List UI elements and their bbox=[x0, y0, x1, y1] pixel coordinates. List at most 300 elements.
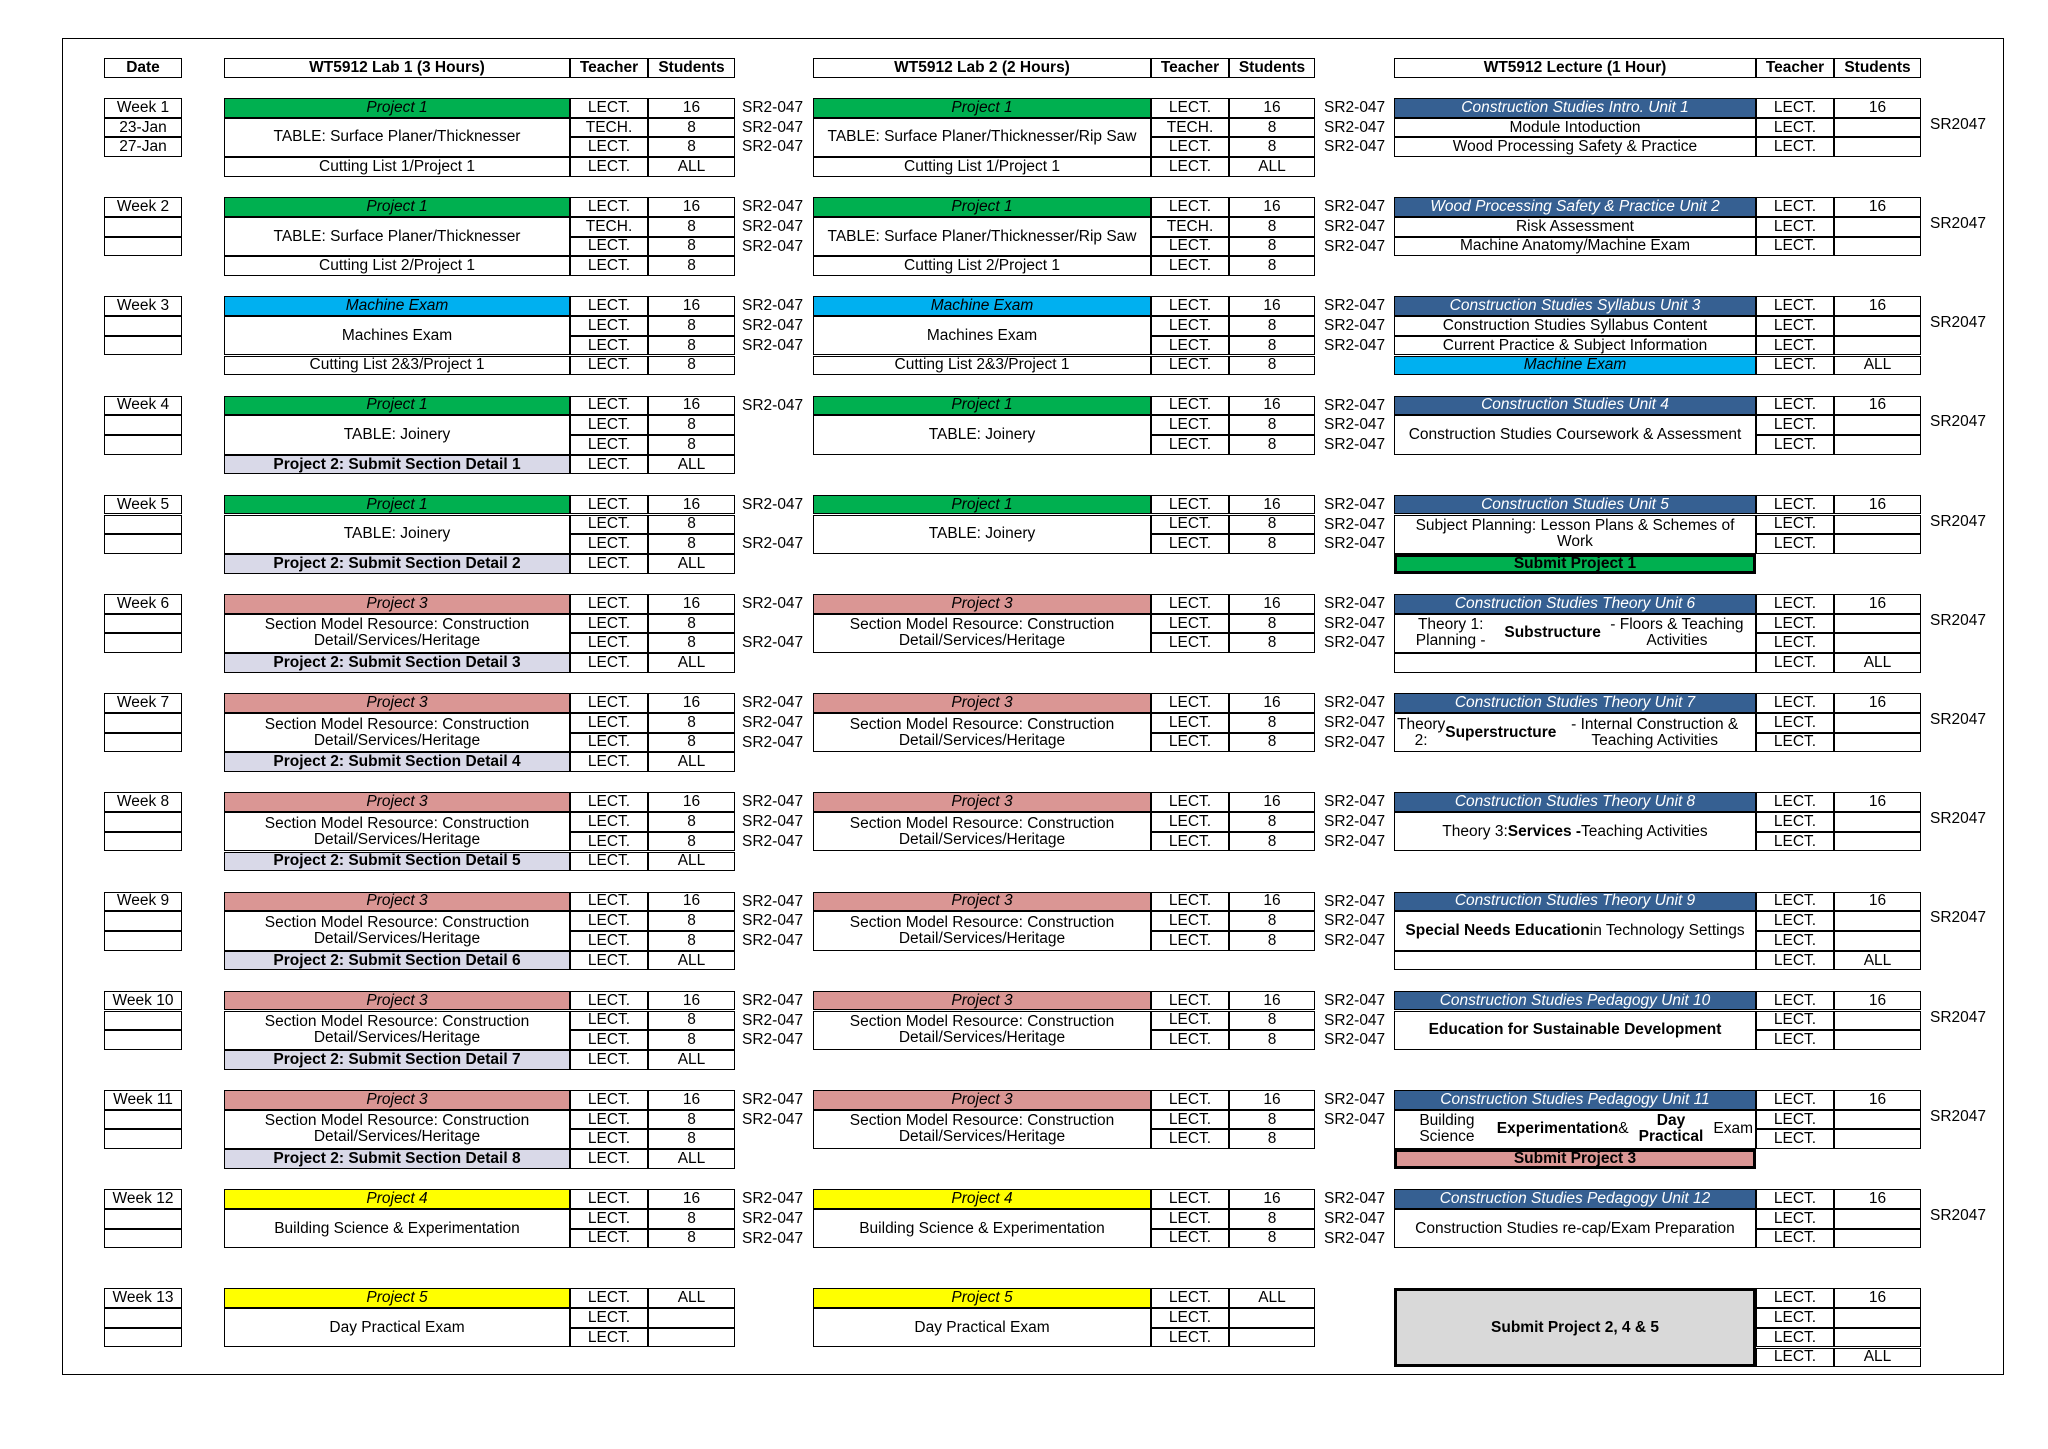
week-label: Week 5 bbox=[104, 495, 182, 515]
lab2-teacher-cell: LECT. bbox=[1151, 98, 1229, 118]
lecture-students-cell bbox=[1834, 911, 1921, 931]
lab2-students-cell: 8 bbox=[1229, 733, 1315, 753]
lab2-teacher-cell: LECT. bbox=[1151, 1189, 1229, 1209]
lab2-teacher-cell: LECT. bbox=[1151, 733, 1229, 753]
lab2-room: SR2-047 bbox=[1324, 1011, 1386, 1029]
lab1-teacher-cell: LECT. bbox=[570, 455, 648, 475]
lab1-room: SR2-047 bbox=[742, 932, 804, 949]
lab1-project-banner: Project 1 bbox=[224, 98, 570, 118]
lab2-students-cell bbox=[1229, 1308, 1315, 1328]
week-label: Week 6 bbox=[104, 594, 182, 614]
lab1-students-cell: 16 bbox=[648, 296, 735, 316]
lecture-students-cell bbox=[1834, 1308, 1921, 1328]
lecture-teacher-cell: LECT. bbox=[1756, 197, 1834, 217]
lab1-teacher-cell: LECT. bbox=[570, 415, 648, 435]
lab2-project-banner: Project 3 bbox=[813, 693, 1151, 713]
lecture-students-cell: 16 bbox=[1834, 197, 1921, 217]
lecture-row: Construction Studies Unit 4 bbox=[1394, 396, 1756, 416]
lab2-students-cell bbox=[1229, 1328, 1315, 1348]
lab1-students-cell: 8 bbox=[648, 633, 735, 653]
lecture-students-cell bbox=[1834, 1229, 1921, 1249]
lab2-teacher-cell: LECT. bbox=[1151, 137, 1229, 157]
lab1-students-cell: 8 bbox=[648, 931, 735, 951]
lab2-project-banner: Project 3 bbox=[813, 792, 1151, 812]
lab1-students-cell: 8 bbox=[648, 237, 735, 257]
lab1-teacher-cell: LECT. bbox=[570, 911, 648, 931]
lab1-room: SR2-047 bbox=[742, 118, 804, 136]
lab1-task: Project 2: Submit Section Detail 1 bbox=[224, 455, 570, 475]
lab1-project-banner: Project 3 bbox=[224, 892, 570, 912]
lecture-students-cell bbox=[1834, 931, 1921, 951]
lab2-room: SR2-047 bbox=[1324, 912, 1386, 930]
lab2-teacher-cell: LECT. bbox=[1151, 1129, 1229, 1149]
lecture-teacher-cell: LECT. bbox=[1756, 633, 1834, 653]
lab1-teacher-cell: LECT. bbox=[570, 495, 648, 515]
lecture-row: Construction Studies Syllabus Content bbox=[1394, 316, 1756, 336]
lab2-teacher-cell: LECT. bbox=[1151, 1011, 1229, 1031]
lab1-project-banner: Project 3 bbox=[224, 693, 570, 713]
lab2-room: SR2-047 bbox=[1324, 317, 1386, 335]
lecture-row: Construction Studies re-cap/Exam Preparation bbox=[1394, 1209, 1756, 1248]
lecture-row: Wood Processing Safety & Practice Unit 2 bbox=[1394, 197, 1756, 217]
lab1-activity: Building Science & Experimentation bbox=[224, 1209, 570, 1248]
lab1-activity: Section Model Resource: Construction Detail/Services/Heritage bbox=[224, 614, 570, 653]
lab2-room: SR2-047 bbox=[1324, 1110, 1386, 1128]
lab1-teacher-cell: LECT. bbox=[570, 515, 648, 535]
lab1-room: SR2-047 bbox=[742, 1229, 804, 1247]
lab1-students-cell: 16 bbox=[648, 693, 735, 713]
lecture-students-cell bbox=[1834, 1110, 1921, 1130]
lab2-teacher-cell: LECT. bbox=[1151, 931, 1229, 951]
lab2-students-cell: 8 bbox=[1229, 256, 1315, 276]
lab2-room: SR2-047 bbox=[1324, 297, 1386, 315]
lab1-teacher-cell: LECT. bbox=[570, 256, 648, 276]
lecture-row: Construction Studies Pedagogy Unit 10 bbox=[1394, 991, 1756, 1011]
lab1-teacher-cell: LECT. bbox=[570, 594, 648, 614]
lecture-teacher-cell: LECT. bbox=[1756, 1209, 1834, 1229]
lecture-students-cell: ALL bbox=[1834, 951, 1921, 971]
lab2-room: SR2-047 bbox=[1324, 396, 1386, 414]
lab1-students-cell: 8 bbox=[648, 415, 735, 435]
lab2-room: SR2-047 bbox=[1324, 118, 1386, 136]
lab2-students-cell: 16 bbox=[1229, 98, 1315, 118]
lab1-task: Project 2: Submit Section Detail 2 bbox=[224, 554, 570, 574]
lecture-row: Construction Studies Theory Unit 9 bbox=[1394, 892, 1756, 912]
lab1-students-cell: ALL bbox=[648, 1050, 735, 1070]
lab2-students-cell: 16 bbox=[1229, 296, 1315, 316]
header-lab2-teacher: Teacher bbox=[1151, 58, 1229, 78]
lab1-students-cell: 16 bbox=[648, 197, 735, 217]
lab1-room: SR2-047 bbox=[742, 991, 804, 1009]
lecture-row: Construction Studies Theory Unit 7 bbox=[1394, 693, 1756, 713]
lab1-teacher-cell: LECT. bbox=[570, 892, 648, 912]
lab2-teacher-cell: LECT. bbox=[1151, 256, 1229, 276]
lecture-teacher-cell: LECT. bbox=[1756, 911, 1834, 931]
header-lab2: WT5912 Lab 2 (2 Hours) bbox=[813, 58, 1151, 78]
lab1-teacher-cell: LECT. bbox=[570, 1189, 648, 1209]
lab1-teacher-cell: LECT. bbox=[570, 356, 648, 376]
date-cell: 27-Jan bbox=[104, 137, 182, 157]
lecture-row: Subject Planning: Lesson Plans & Schemes of Work bbox=[1394, 515, 1756, 554]
lab1-task: Cutting List 1/Project 1 bbox=[224, 157, 570, 177]
lab1-teacher-cell: LECT. bbox=[570, 534, 648, 554]
date-cell bbox=[104, 316, 182, 336]
lab1-teacher-cell: LECT. bbox=[570, 991, 648, 1011]
lab2-room: SR2-047 bbox=[1324, 634, 1386, 652]
lab1-students-cell: ALL bbox=[648, 1149, 735, 1169]
lecture-students-cell bbox=[1834, 1328, 1921, 1348]
lab2-teacher-cell: LECT. bbox=[1151, 614, 1229, 634]
lab2-students-cell: 16 bbox=[1229, 1189, 1315, 1209]
lab1-room: SR2-047 bbox=[742, 336, 804, 354]
lab2-students-cell: 8 bbox=[1229, 1209, 1315, 1229]
date-cell bbox=[104, 237, 182, 257]
lab1-teacher-cell: LECT. bbox=[570, 614, 648, 634]
lecture-room: SR2047 bbox=[1930, 115, 1987, 133]
lecture-room: SR2047 bbox=[1930, 909, 1987, 927]
lab1-students-cell: 8 bbox=[648, 1229, 735, 1249]
lab1-students-cell: ALL bbox=[648, 951, 735, 971]
lab1-teacher-cell: LECT. bbox=[570, 336, 648, 356]
lab2-room: SR2-047 bbox=[1324, 614, 1386, 632]
lecture-room: SR2047 bbox=[1930, 611, 1987, 629]
lecture-room: SR2047 bbox=[1930, 1206, 1987, 1224]
lab2-students-cell: 16 bbox=[1229, 792, 1315, 812]
lecture-students-cell bbox=[1834, 217, 1921, 237]
lab2-students-cell: 8 bbox=[1229, 614, 1315, 634]
lab2-project-banner: Project 3 bbox=[813, 991, 1151, 1011]
lab2-room: SR2-047 bbox=[1324, 595, 1386, 612]
lecture-teacher-cell: LECT. bbox=[1756, 713, 1834, 733]
lab1-teacher-cell: LECT. bbox=[570, 1229, 648, 1249]
lab1-room: SR2-047 bbox=[742, 1091, 804, 1108]
date-cell bbox=[104, 1209, 182, 1229]
lab1-project-banner: Project 1 bbox=[224, 197, 570, 217]
lab2-room: SR2-047 bbox=[1324, 416, 1386, 434]
lab2-students-cell: 8 bbox=[1229, 237, 1315, 257]
header-lecture-students: Students bbox=[1834, 58, 1921, 78]
week-label: Week 11 bbox=[104, 1090, 182, 1110]
lab1-teacher-cell: LECT. bbox=[570, 752, 648, 772]
lab2-students-cell: 16 bbox=[1229, 495, 1315, 515]
lecture-teacher-cell: LECT. bbox=[1756, 515, 1834, 535]
lab1-activity: TABLE: Surface Planer/Thicknesser bbox=[224, 118, 570, 157]
lecture-students-cell bbox=[1834, 534, 1921, 554]
lab2-teacher-cell: TECH. bbox=[1151, 118, 1229, 138]
lab1-room: SR2-047 bbox=[742, 694, 804, 712]
lab2-teacher-cell: LECT. bbox=[1151, 991, 1229, 1011]
lecture-teacher-cell: LECT. bbox=[1756, 693, 1834, 713]
lab2-students-cell: 8 bbox=[1229, 137, 1315, 157]
lab2-activity: TABLE: Joinery bbox=[813, 515, 1151, 554]
lab1-teacher-cell: LECT. bbox=[570, 157, 648, 177]
lab1-project-banner: Project 3 bbox=[224, 792, 570, 812]
lab1-room: SR2-047 bbox=[742, 892, 804, 910]
date-cell bbox=[104, 832, 182, 852]
lecture-row: Construction Studies Intro. Unit 1 bbox=[1394, 98, 1756, 118]
date-cell bbox=[104, 1030, 182, 1050]
lab2-room: SR2-047 bbox=[1324, 138, 1386, 156]
lab1-students-cell: ALL bbox=[648, 852, 735, 872]
lecture-students-cell bbox=[1834, 812, 1921, 832]
lab2-teacher-cell: LECT. bbox=[1151, 1288, 1229, 1308]
lab1-teacher-cell: LECT. bbox=[570, 1308, 648, 1328]
lab1-teacher-cell: LECT. bbox=[570, 98, 648, 118]
lab2-room: SR2-047 bbox=[1324, 1229, 1386, 1247]
lab2-teacher-cell: LECT. bbox=[1151, 792, 1229, 812]
lab2-activity: TABLE: Surface Planer/Thicknesser/Rip Saw bbox=[813, 118, 1151, 157]
week-label: Week 1 bbox=[104, 98, 182, 118]
lab1-students-cell bbox=[648, 1308, 735, 1328]
lab1-students-cell: 8 bbox=[648, 1110, 735, 1130]
lab2-activity: TABLE: Surface Planer/Thicknesser/Rip Saw bbox=[813, 217, 1151, 256]
lab2-students-cell: 16 bbox=[1229, 693, 1315, 713]
lecture-students-cell bbox=[1834, 336, 1921, 356]
lecture-room: SR2047 bbox=[1930, 214, 1987, 232]
lab1-teacher-cell: LECT. bbox=[570, 951, 648, 971]
lab2-students-cell: 8 bbox=[1229, 534, 1315, 554]
lab1-students-cell: 16 bbox=[648, 1189, 735, 1209]
lecture-students-cell bbox=[1834, 1209, 1921, 1229]
lecture-students-cell bbox=[1834, 415, 1921, 435]
lecture-row: Machine Anatomy/Machine Exam bbox=[1394, 237, 1756, 257]
week-label: Week 8 bbox=[104, 792, 182, 812]
lecture-students-cell bbox=[1834, 237, 1921, 257]
lab1-project-banner: Project 1 bbox=[224, 495, 570, 515]
lab1-students-cell: 16 bbox=[648, 396, 735, 416]
lecture-room: SR2047 bbox=[1930, 810, 1987, 828]
lab2-teacher-cell: LECT. bbox=[1151, 713, 1229, 733]
lab2-room: SR2-047 bbox=[1324, 1091, 1386, 1108]
lab1-students-cell: ALL bbox=[648, 157, 735, 177]
lab1-students-cell: 16 bbox=[648, 792, 735, 812]
lab1-room: SR2-047 bbox=[742, 1110, 804, 1128]
lecture-teacher-cell: LECT. bbox=[1756, 495, 1834, 515]
lecture-students-cell: 16 bbox=[1834, 991, 1921, 1011]
lecture-students-cell: 16 bbox=[1834, 892, 1921, 912]
lab1-activity: Section Model Resource: Construction Detail/Services/Heritage bbox=[224, 713, 570, 752]
lab2-students-cell: 8 bbox=[1229, 1229, 1315, 1249]
lab2-teacher-cell: LECT. bbox=[1151, 157, 1229, 177]
lab2-activity: TABLE: Joinery bbox=[813, 415, 1151, 454]
lecture-teacher-cell: LECT. bbox=[1756, 1348, 1834, 1368]
lab1-task: Project 2: Submit Section Detail 6 bbox=[224, 951, 570, 971]
lab1-room: SR2-047 bbox=[742, 535, 804, 553]
lab2-project-banner: Project 1 bbox=[813, 396, 1151, 416]
date-cell bbox=[104, 614, 182, 634]
lecture-teacher-cell: LECT. bbox=[1756, 217, 1834, 237]
lecture-room: SR2047 bbox=[1930, 710, 1987, 728]
week-label: Week 4 bbox=[104, 396, 182, 416]
lab1-students-cell: 16 bbox=[648, 1090, 735, 1110]
lab1-activity: TABLE: Surface Planer/Thicknesser bbox=[224, 217, 570, 256]
lecture-row: Education for Sustainable Development bbox=[1394, 1011, 1756, 1050]
lab1-project-banner: Project 3 bbox=[224, 991, 570, 1011]
lab2-activity: Section Model Resource: Construction Detail/Services/Heritage bbox=[813, 812, 1151, 851]
lab1-students-cell: ALL bbox=[648, 455, 735, 475]
lab2-students-cell: 8 bbox=[1229, 832, 1315, 852]
lecture-room: SR2047 bbox=[1930, 512, 1987, 530]
lab2-room: SR2-047 bbox=[1324, 1190, 1386, 1208]
lab2-students-cell: 8 bbox=[1229, 1030, 1315, 1050]
lab1-students-cell: 8 bbox=[648, 137, 735, 157]
lab1-room: SR2-047 bbox=[742, 237, 804, 255]
lab1-teacher-cell: LECT. bbox=[570, 554, 648, 574]
lecture-teacher-cell: LECT. bbox=[1756, 296, 1834, 316]
lecture-row: Current Practice & Subject Information bbox=[1394, 336, 1756, 356]
lab1-task: Project 2: Submit Section Detail 5 bbox=[224, 852, 570, 872]
lab2-activity: Day Practical Exam bbox=[813, 1308, 1151, 1347]
lab2-room: SR2-047 bbox=[1324, 733, 1386, 751]
lab1-room: SR2-047 bbox=[742, 733, 804, 751]
week-label: Week 13 bbox=[104, 1288, 182, 1308]
lecture-teacher-cell: LECT. bbox=[1756, 1011, 1834, 1031]
lab1-students-cell: 8 bbox=[648, 1011, 735, 1031]
lab2-project-banner: Project 4 bbox=[813, 1189, 1151, 1209]
lab2-room: SR2-047 bbox=[1324, 1209, 1386, 1227]
lab2-room: SR2-047 bbox=[1324, 495, 1386, 513]
lab2-teacher-cell: LECT. bbox=[1151, 534, 1229, 554]
lecture-row: Wood Processing Safety & Practice bbox=[1394, 137, 1756, 157]
lecture-room: SR2047 bbox=[1930, 413, 1987, 431]
lab2-project-banner: Project 1 bbox=[813, 197, 1151, 217]
lab1-teacher-cell: LECT. bbox=[570, 852, 648, 872]
lab2-room: SR2-047 bbox=[1324, 237, 1386, 255]
lecture-students-cell: ALL bbox=[1834, 653, 1921, 673]
lab1-room: SR2-047 bbox=[742, 912, 804, 930]
lab2-students-cell: 8 bbox=[1229, 217, 1315, 237]
lab1-students-cell: 8 bbox=[648, 316, 735, 336]
lecture-row: Theory 1: Planning - Substructure - Floors & Teaching Activities bbox=[1394, 614, 1756, 653]
week-label: Week 2 bbox=[104, 197, 182, 217]
lab1-students-cell: 8 bbox=[648, 435, 735, 455]
lecture-teacher-cell: LECT. bbox=[1756, 1090, 1834, 1110]
lab1-room: SR2-047 bbox=[742, 793, 804, 811]
lab1-teacher-cell: LECT. bbox=[570, 1328, 648, 1348]
week-label: Week 3 bbox=[104, 296, 182, 316]
lab2-project-banner: Machine Exam bbox=[813, 296, 1151, 316]
lab2-teacher-cell: LECT. bbox=[1151, 1229, 1229, 1249]
date-cell bbox=[104, 812, 182, 832]
date-cell bbox=[104, 911, 182, 931]
lab2-teacher-cell: LECT. bbox=[1151, 1308, 1229, 1328]
lab2-room: SR2-047 bbox=[1324, 1031, 1386, 1049]
lab1-students-cell: 8 bbox=[648, 1030, 735, 1050]
lab2-teacher-cell: LECT. bbox=[1151, 594, 1229, 614]
lab1-room: SR2-047 bbox=[742, 138, 804, 156]
lecture-teacher-cell: LECT. bbox=[1756, 336, 1834, 356]
lecture-teacher-cell: LECT. bbox=[1756, 98, 1834, 118]
lab2-room: SR2-047 bbox=[1324, 99, 1386, 116]
lab2-task: Cutting List 2/Project 1 bbox=[813, 256, 1151, 276]
lab2-room: SR2-047 bbox=[1324, 892, 1386, 910]
lab1-students-cell: 8 bbox=[648, 256, 735, 276]
lab2-teacher-cell: TECH. bbox=[1151, 217, 1229, 237]
lab2-students-cell: 8 bbox=[1229, 415, 1315, 435]
lab2-teacher-cell: LECT. bbox=[1151, 1110, 1229, 1130]
lab1-teacher-cell: LECT. bbox=[570, 1090, 648, 1110]
lab1-activity: Section Model Resource: Construction Detail/Services/Heritage bbox=[224, 812, 570, 851]
lecture-teacher-cell: LECT. bbox=[1756, 1189, 1834, 1209]
lab1-activity: TABLE: Joinery bbox=[224, 515, 570, 554]
lab2-task: Cutting List 2&3/Project 1 bbox=[813, 356, 1151, 376]
lab1-teacher-cell: LECT. bbox=[570, 713, 648, 733]
lecture-students-cell bbox=[1834, 1030, 1921, 1050]
lab2-project-banner: Project 3 bbox=[813, 892, 1151, 912]
lab2-teacher-cell: LECT. bbox=[1151, 495, 1229, 515]
lab2-teacher-cell: LECT. bbox=[1151, 515, 1229, 535]
lab2-room: SR2-047 bbox=[1324, 991, 1386, 1009]
week-label: Week 7 bbox=[104, 693, 182, 713]
lab2-activity: Section Model Resource: Construction Detail/Services/Heritage bbox=[813, 1011, 1151, 1050]
lecture-students-cell bbox=[1834, 435, 1921, 455]
date-cell bbox=[104, 217, 182, 237]
lecture-row bbox=[1394, 951, 1756, 971]
lab2-students-cell: ALL bbox=[1229, 157, 1315, 177]
lab1-teacher-cell: LECT. bbox=[570, 137, 648, 157]
lab1-task: Cutting List 2&3/Project 1 bbox=[224, 356, 570, 376]
date-cell bbox=[104, 1110, 182, 1130]
lecture-students-cell bbox=[1834, 1011, 1921, 1031]
lecture-teacher-cell: LECT. bbox=[1756, 812, 1834, 832]
lecture-students-cell: 16 bbox=[1834, 594, 1921, 614]
lab2-activity: Section Model Resource: Construction Detail/Services/Heritage bbox=[813, 713, 1151, 752]
date-cell bbox=[104, 415, 182, 435]
lab1-project-banner: Machine Exam bbox=[224, 296, 570, 316]
lab1-teacher-cell: LECT. bbox=[570, 396, 648, 416]
lecture-teacher-cell: LECT. bbox=[1756, 1129, 1834, 1149]
lab1-teacher-cell: LECT. bbox=[570, 296, 648, 316]
lab1-students-cell: 8 bbox=[648, 733, 735, 753]
lab1-teacher-cell: LECT. bbox=[570, 197, 648, 217]
lab1-room: SR2-047 bbox=[742, 595, 804, 612]
lecture-students-cell bbox=[1834, 515, 1921, 535]
lab1-teacher-cell: LECT. bbox=[570, 633, 648, 653]
lab2-room: SR2-047 bbox=[1324, 436, 1386, 453]
lab1-teacher-cell: LECT. bbox=[570, 931, 648, 951]
lab2-teacher-cell: LECT. bbox=[1151, 832, 1229, 852]
lab2-students-cell: 8 bbox=[1229, 931, 1315, 951]
lab2-teacher-cell: LECT. bbox=[1151, 911, 1229, 931]
lab1-room: SR2-047 bbox=[742, 634, 804, 652]
lecture-teacher-cell: LECT. bbox=[1756, 415, 1834, 435]
lab2-teacher-cell: LECT. bbox=[1151, 356, 1229, 376]
lab2-students-cell: 8 bbox=[1229, 633, 1315, 653]
lab2-room: SR2-047 bbox=[1324, 198, 1386, 216]
header-lecture-teacher: Teacher bbox=[1756, 58, 1834, 78]
date-cell bbox=[104, 1308, 182, 1328]
lecture-students-cell: 16 bbox=[1834, 792, 1921, 812]
lecture-teacher-cell: LECT. bbox=[1756, 1288, 1834, 1308]
lab1-teacher-cell: LECT. bbox=[570, 733, 648, 753]
lab1-students-cell: 8 bbox=[648, 1209, 735, 1229]
lab2-task: Cutting List 1/Project 1 bbox=[813, 157, 1151, 177]
lab1-task: Project 2: Submit Section Detail 8 bbox=[224, 1149, 570, 1169]
week-label: Week 12 bbox=[104, 1189, 182, 1209]
lecture-row: Construction Studies Syllabus Unit 3 bbox=[1394, 296, 1756, 316]
lecture-students-cell bbox=[1834, 614, 1921, 634]
lab2-students-cell: 8 bbox=[1229, 1110, 1315, 1130]
lecture-teacher-cell: LECT. bbox=[1756, 534, 1834, 554]
lab2-students-cell: 16 bbox=[1229, 991, 1315, 1011]
lecture-teacher-cell: LECT. bbox=[1756, 733, 1834, 753]
lecture-row: Theory 3: Services - Teaching Activities bbox=[1394, 812, 1756, 851]
lab1-project-banner: Project 1 bbox=[224, 396, 570, 416]
lab1-teacher-cell: LECT. bbox=[570, 435, 648, 455]
lab1-students-cell: 8 bbox=[648, 534, 735, 554]
lecture-row: Building Science Experimentation & Day Practical Exam bbox=[1394, 1110, 1756, 1149]
lab1-teacher-cell: TECH. bbox=[570, 217, 648, 237]
